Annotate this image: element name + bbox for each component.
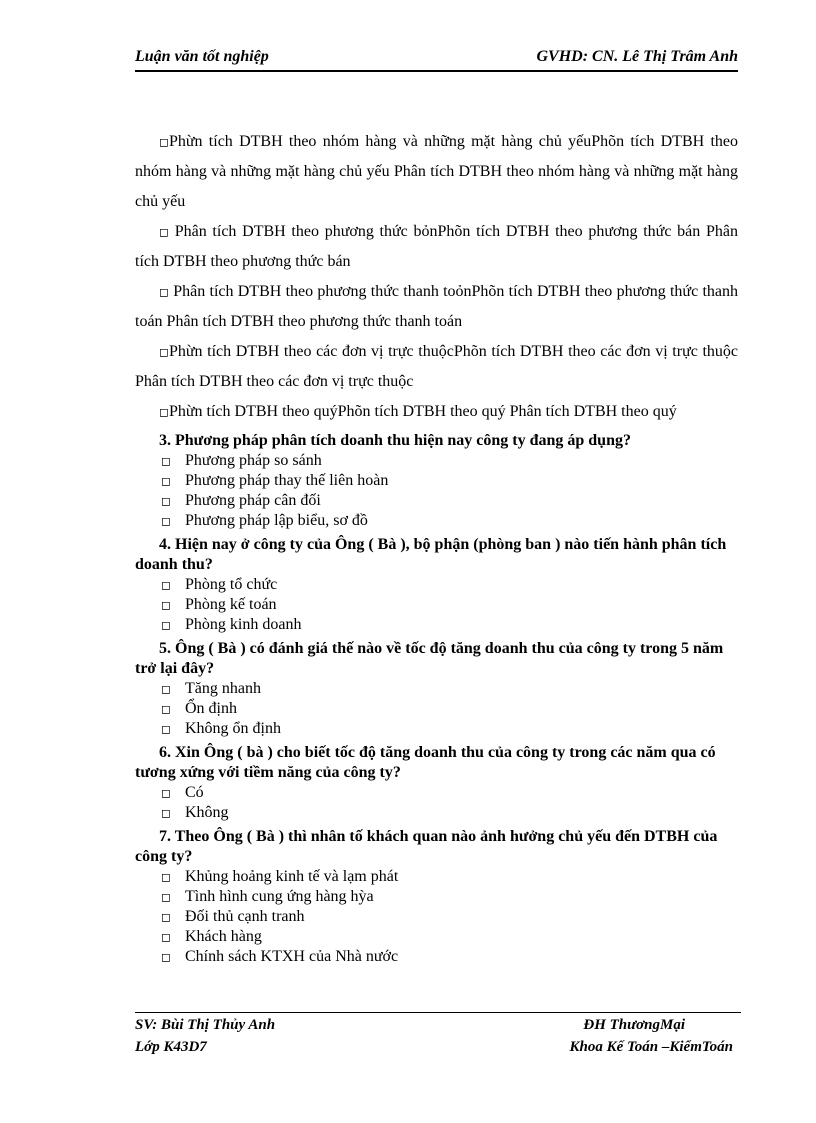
option-item: ◻ Phòng kế toán xyxy=(161,596,277,613)
option-item: ◻ Đối thủ cạnh tranh xyxy=(161,908,305,925)
analysis-item: ◻Phừn tích DTBH theo nhóm hàng và những mặt hàng chủ yếuPhõn tích DTBH theo nhóm hàng và những mặt hàng chủ yếu Phân tích DTBH theo nhóm hàng và những mặt hàng chủ yếu xyxy=(135,133,738,210)
page-header xyxy=(135,46,738,72)
option-item: ◻ Có xyxy=(161,784,204,801)
option-item: ◻ Ổn định xyxy=(161,700,237,717)
checkbox-icon: ◻ xyxy=(159,405,169,419)
option-item: ◻ Phương pháp cân đối xyxy=(161,492,321,509)
option-item: ◻ Phương pháp so sánh xyxy=(161,452,322,469)
checkbox-icon[interactable]: ◻ xyxy=(161,870,171,884)
checkbox-icon: ◻ xyxy=(159,135,169,149)
checkbox-icon: ◻ xyxy=(159,285,169,299)
question-title: 6. Xin Ông ( bà ) cho biết tốc độ tăng doanh thu của công ty trong các năm qua có tương xứng với tiềm năng của công ty? xyxy=(135,744,716,781)
analysis-item: ◻Phừn tích DTBH theo quýPhõn tích DTBH theo quý Phân tích DTBH theo quý xyxy=(159,403,677,420)
option-item: ◻ Tăng nhanh xyxy=(161,680,261,697)
checkbox-icon: ◻ xyxy=(159,225,169,239)
checkbox-icon[interactable]: ◻ xyxy=(161,618,171,632)
option-item: ◻ Khách hàng xyxy=(161,928,262,945)
question-title: 4. Hiện nay ở công ty của Ông ( Bà ), bộ phận (phòng ban ) nào tiến hành phân tích doanh thu? xyxy=(135,536,727,573)
option-item: ◻ Khủng hoảng kinh tế và lạm phát xyxy=(161,868,399,885)
option-item: ◻ Phương pháp lập biểu, sơ đồ xyxy=(161,512,368,529)
checkbox-icon[interactable]: ◻ xyxy=(161,682,171,696)
header-thesis-title: Luận văn tốt nghiệp xyxy=(135,48,269,65)
option-item: ◻ Phòng kinh doanh xyxy=(161,616,302,633)
checkbox-icon[interactable]: ◻ xyxy=(161,598,171,612)
checkbox-icon[interactable]: ◻ xyxy=(161,514,171,528)
analysis-item: ◻Phừn tích DTBH theo các đơn vị trực thuộcPhõn tích DTBH theo các đơn vị trực thuộc Phân tích DTBH theo các đơn vị trực thuộc xyxy=(135,343,738,390)
option-item: ◻ Chính sách KTXH của Nhà nước xyxy=(161,948,399,965)
checkbox-icon[interactable]: ◻ xyxy=(161,474,171,488)
checkbox-icon[interactable]: ◻ xyxy=(161,910,171,924)
checkbox-icon[interactable]: ◻ xyxy=(161,494,171,508)
footer-faculty: Khoa Kế Toán –KiểmToán xyxy=(569,1039,733,1055)
checkbox-icon: ◻ xyxy=(159,345,169,359)
footer-class: Lớp K43D7 xyxy=(135,1039,207,1055)
checkbox-icon[interactable]: ◻ xyxy=(161,950,171,964)
page-footer xyxy=(135,1012,741,1061)
options-list xyxy=(135,575,738,635)
checkbox-icon[interactable]: ◻ xyxy=(161,722,171,736)
option-item: ◻ Phương pháp thay thế liên hoàn xyxy=(161,472,389,489)
analysis-item: ◻ Phân tích DTBH theo phương thức bỏnPhõn tích DTBH theo phương thức bán Phân tích DTBH theo phương thức bán xyxy=(135,223,739,270)
option-item: ◻ Phòng tổ chức xyxy=(161,576,278,593)
checkbox-icon[interactable]: ◻ xyxy=(161,890,171,904)
checkbox-icon[interactable]: ◻ xyxy=(161,806,171,820)
document-body xyxy=(135,127,738,967)
option-item: ◻ Tình hình cung ứng hàng hỳa xyxy=(161,888,374,905)
analysis-item: ◻ Phân tích DTBH theo phương thức thanh toỏnPhõn tích DTBH theo phương thức thanh toán Phân tích DTBH theo phương thức thanh toán xyxy=(135,283,739,330)
checkbox-icon[interactable]: ◻ xyxy=(161,930,171,944)
header-supervisor: GVHD: CN. Lê Thị Trâm Anh xyxy=(536,48,738,65)
options-list xyxy=(135,679,738,739)
options-list xyxy=(135,867,738,967)
option-item: ◻ Không ổn định xyxy=(161,720,281,737)
checkbox-icon[interactable]: ◻ xyxy=(161,454,171,468)
options-list xyxy=(135,451,738,531)
checkbox-icon[interactable]: ◻ xyxy=(161,702,171,716)
question-title: 3. Phương pháp phân tích doanh thu hiện nay công ty đang áp dụng? xyxy=(159,432,631,449)
option-item: ◻ Không xyxy=(161,804,229,821)
checkbox-icon[interactable]: ◻ xyxy=(161,578,171,592)
checkbox-icon[interactable]: ◻ xyxy=(161,786,171,800)
footer-university: ĐH ThươngMại xyxy=(583,1017,685,1033)
question-title: 7. Theo Ông ( Bà ) thì nhân tố khách quan nào ảnh hưởng chủ yếu đến DTBH của công ty? xyxy=(135,828,718,865)
question-title: 5. Ông ( Bà ) có đánh giá thế nào về tốc độ tăng doanh thu của công ty trong 5 năm trở lại đây? xyxy=(135,640,724,677)
options-list xyxy=(135,783,738,823)
footer-student: SV: Bùi Thị Thủy Anh xyxy=(135,1017,276,1033)
